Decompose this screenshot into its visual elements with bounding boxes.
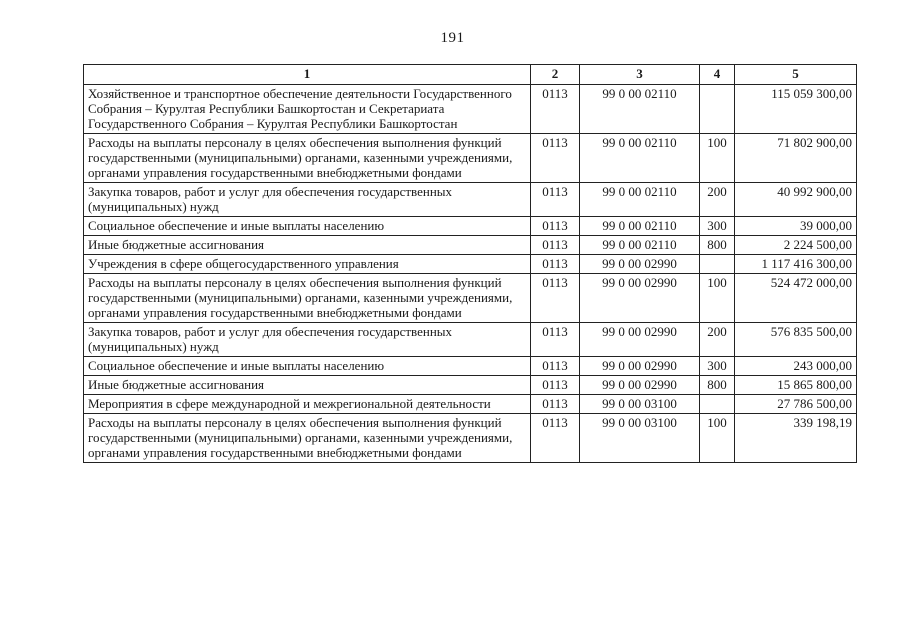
cell-expense-type: 100: [700, 134, 735, 183]
cell-target-article: 99 0 00 02110: [580, 85, 700, 134]
table-row: [84, 323, 857, 357]
cell-section-code: 0113: [531, 134, 580, 183]
cell-expense-name: Закупка товаров, работ и услуг для обеспечения государственных (муниципальных) нужд: [84, 183, 531, 217]
cell-expense-name: Закупка товаров, работ и услуг для обеспечения государственных (муниципальных) нужд: [84, 323, 531, 357]
cell-expense-name: Иные бюджетные ассигнования: [84, 236, 531, 255]
cell-amount: 15 865 800,00: [735, 376, 857, 395]
cell-section-code: 0113: [531, 236, 580, 255]
table-row: [84, 255, 857, 274]
cell-target-article: 99 0 00 03100: [580, 395, 700, 414]
cell-target-article: 99 0 00 02110: [580, 134, 700, 183]
cell-amount: 71 802 900,00: [735, 134, 857, 183]
cell-amount: 40 992 900,00: [735, 183, 857, 217]
cell-expense-name: Расходы на выплаты персоналу в целях обеспечения выполнения функций государственными (муниципальными) органами, казенными учреждениями, органами управления государственными внебюджетными фондами: [84, 414, 531, 463]
header-col-4: 4: [700, 65, 735, 85]
header-col-2: 2: [531, 65, 580, 85]
cell-amount: 243 000,00: [735, 357, 857, 376]
cell-amount: 2 224 500,00: [735, 236, 857, 255]
cell-amount: 339 198,19: [735, 414, 857, 463]
table-row: [84, 414, 857, 463]
cell-section-code: 0113: [531, 183, 580, 217]
budget-table: [83, 64, 857, 463]
cell-expense-type: [700, 255, 735, 274]
table-row: [84, 395, 857, 414]
cell-expense-type: 200: [700, 323, 735, 357]
cell-target-article: 99 0 00 03100: [580, 414, 700, 463]
table-row: [84, 376, 857, 395]
table-row: [84, 183, 857, 217]
cell-amount: 576 835 500,00: [735, 323, 857, 357]
cell-expense-name: Расходы на выплаты персоналу в целях обеспечения выполнения функций государственными (муниципальными) органами, казенными учреждениями, органами управления государственными внебюджетными фондами: [84, 274, 531, 323]
table-row: [84, 217, 857, 236]
cell-section-code: 0113: [531, 395, 580, 414]
cell-target-article: 99 0 00 02990: [580, 323, 700, 357]
cell-expense-name: Расходы на выплаты персоналу в целях обеспечения выполнения функций государственными (муниципальными) органами, казенными учреждениями, органами управления государственными внебюджетными фондами: [84, 134, 531, 183]
cell-target-article: 99 0 00 02990: [580, 255, 700, 274]
table-row: [84, 134, 857, 183]
cell-section-code: 0113: [531, 376, 580, 395]
table-row: [84, 236, 857, 255]
table-body: [84, 85, 857, 463]
cell-amount: 115 059 300,00: [735, 85, 857, 134]
cell-section-code: 0113: [531, 414, 580, 463]
cell-expense-type: 300: [700, 357, 735, 376]
cell-amount: 524 472 000,00: [735, 274, 857, 323]
cell-section-code: 0113: [531, 217, 580, 236]
cell-section-code: 0113: [531, 274, 580, 323]
cell-amount: 39 000,00: [735, 217, 857, 236]
cell-target-article: 99 0 00 02990: [580, 357, 700, 376]
cell-expense-name: Хозяйственное и транспортное обеспечение деятельности Государственного Собрания – Курултая Республики Башкортостан и Секретариата Государственного Собрания – Курултая Республики Башкортостан: [84, 85, 531, 134]
cell-expense-type: 800: [700, 376, 735, 395]
cell-section-code: 0113: [531, 357, 580, 376]
cell-target-article: 99 0 00 02990: [580, 274, 700, 323]
header-col-3: 3: [580, 65, 700, 85]
cell-expense-type: 800: [700, 236, 735, 255]
cell-expense-name: Мероприятия в сфере международной и межрегиональной деятельности: [84, 395, 531, 414]
cell-target-article: 99 0 00 02110: [580, 236, 700, 255]
cell-expense-type: [700, 395, 735, 414]
table-header-row: [84, 65, 857, 85]
page-number: 191: [440, 30, 465, 46]
table-row: [84, 357, 857, 376]
table-row: [84, 274, 857, 323]
cell-expense-type: 300: [700, 217, 735, 236]
cell-amount: 1 117 416 300,00: [735, 255, 857, 274]
cell-expense-type: [700, 85, 735, 134]
cell-expense-name: Социальное обеспечение и иные выплаты населению: [84, 217, 531, 236]
header-col-5: 5: [735, 65, 857, 85]
cell-section-code: 0113: [531, 255, 580, 274]
cell-expense-name: Иные бюджетные ассигнования: [84, 376, 531, 395]
header-col-1: 1: [84, 65, 531, 85]
cell-section-code: 0113: [531, 85, 580, 134]
table-row: [84, 85, 857, 134]
cell-expense-name: Социальное обеспечение и иные выплаты населению: [84, 357, 531, 376]
cell-expense-type: 200: [700, 183, 735, 217]
cell-section-code: 0113: [531, 323, 580, 357]
cell-expense-type: 100: [700, 274, 735, 323]
cell-expense-type: 100: [700, 414, 735, 463]
cell-target-article: 99 0 00 02110: [580, 183, 700, 217]
cell-target-article: 99 0 00 02110: [580, 217, 700, 236]
cell-amount: 27 786 500,00: [735, 395, 857, 414]
cell-target-article: 99 0 00 02990: [580, 376, 700, 395]
cell-expense-name: Учреждения в сфере общегосударственного управления: [84, 255, 531, 274]
